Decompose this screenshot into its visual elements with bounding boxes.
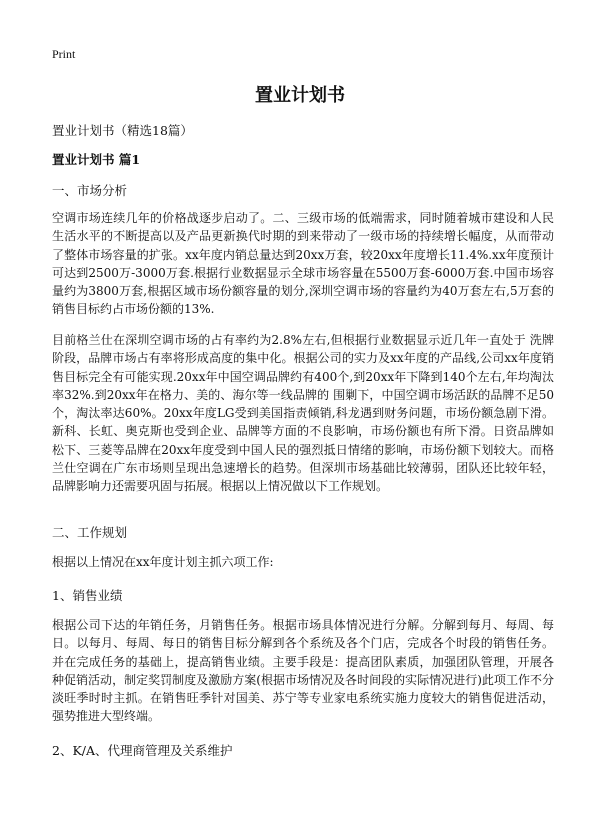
heading-work-plan: 二、工作规划 <box>52 525 128 540</box>
page-title: 置业计划书 <box>255 85 345 106</box>
section-title: 置业计划书 篇1 <box>52 152 141 167</box>
paragraph-six-tasks: 根据以上情况在xx年度计划主抓六项工作: <box>52 555 274 569</box>
paragraph-sales-targets: 根据公司下达的年销任务，月销售任务。根据市场具体情况进行分解。分解到每月、每周、每日。以每月、每周、每日的销售目标分解到各个系统及各个门店，完成各个时段的销售任务。并在完成任务的基础上，提高销售业绩。主要手段是：提高团队素质，加强团队管理，开展各种促销活动，制定奖罚制度及激励方案(根据市场情况及各时间段的实际情况进行)此项工作不分淡旺季时时主抓。在销售旺季针对国美、苏宁等专业家电系统实施力度较大的销售促进活动，强势推进大型终端。 <box>52 618 554 724</box>
paragraph-market-capacity: 空调市场连续几年的价格战逐步启动了。二、三级市场的低端需求，同时随着城市建设和人民生活水平的不断提高以及产品更新换代时期的到来带动了一级市场的持续增长幅度，从而带动了整体市场容量的扩张。xx年度内销总量达到20xx万套，较20xx年度增长11.4%.xx年度预计可达到2500万-3000万套.根据行业数据显示全球市场容量在5500万套-6000万套.中国市场容量约为3800万套,根据区域市场份额容量的划分,深圳空调市场的容量约为40万套左右,5万套的销售目标约占市场份额的13%. <box>52 211 554 317</box>
print-label[interactable]: Print <box>52 47 76 61</box>
heading-sales-performance: 1、销售业绩 <box>52 588 123 603</box>
paragraph-market-share: 目前格兰仕在深圳空调市场的占有率约为2.8%左右,但根据行业数据显示近几年一直处于 洗牌 阶段，品牌市场占有率将形成高度的集中化。根据公司的实力及xx年度的产品线,公司xx年度销售目标完全有可能实现.20xx年中国空调品牌约有400个,到20xx年下降到140个左右,年均淘汰率32%.到20xx年在格力、美的、海尔等一线品牌的 围剿下，中国空调市场活跃的品牌不足50个，淘汰率达60%。20xx年度LG受到美国指责倾销,科龙遇到财务问题，市场份额急剧下滑。新科、长虹、奥克斯也受到企业、品牌等方面的不良影响，市场份额也有所下滑。日资品牌如松下、三菱等品牌在20xx年度受到中国人民的强烈抵日情绪的影响，市场份额下划较大。而格兰仕空调在广东市场则呈现出急速增长的趋势。但深圳市场基础比较薄弱，团队还比较年轻，品牌影响力还需要巩固与拓展。根据以上情况做以下工作规划。 <box>52 333 554 494</box>
heading-market-analysis: 一、市场分析 <box>52 183 128 198</box>
heading-ka-agent-management: 2、K/A、代理商管理及关系维护 <box>52 743 233 758</box>
document-subtitle: 置业计划书（精选18篇） <box>52 123 193 138</box>
